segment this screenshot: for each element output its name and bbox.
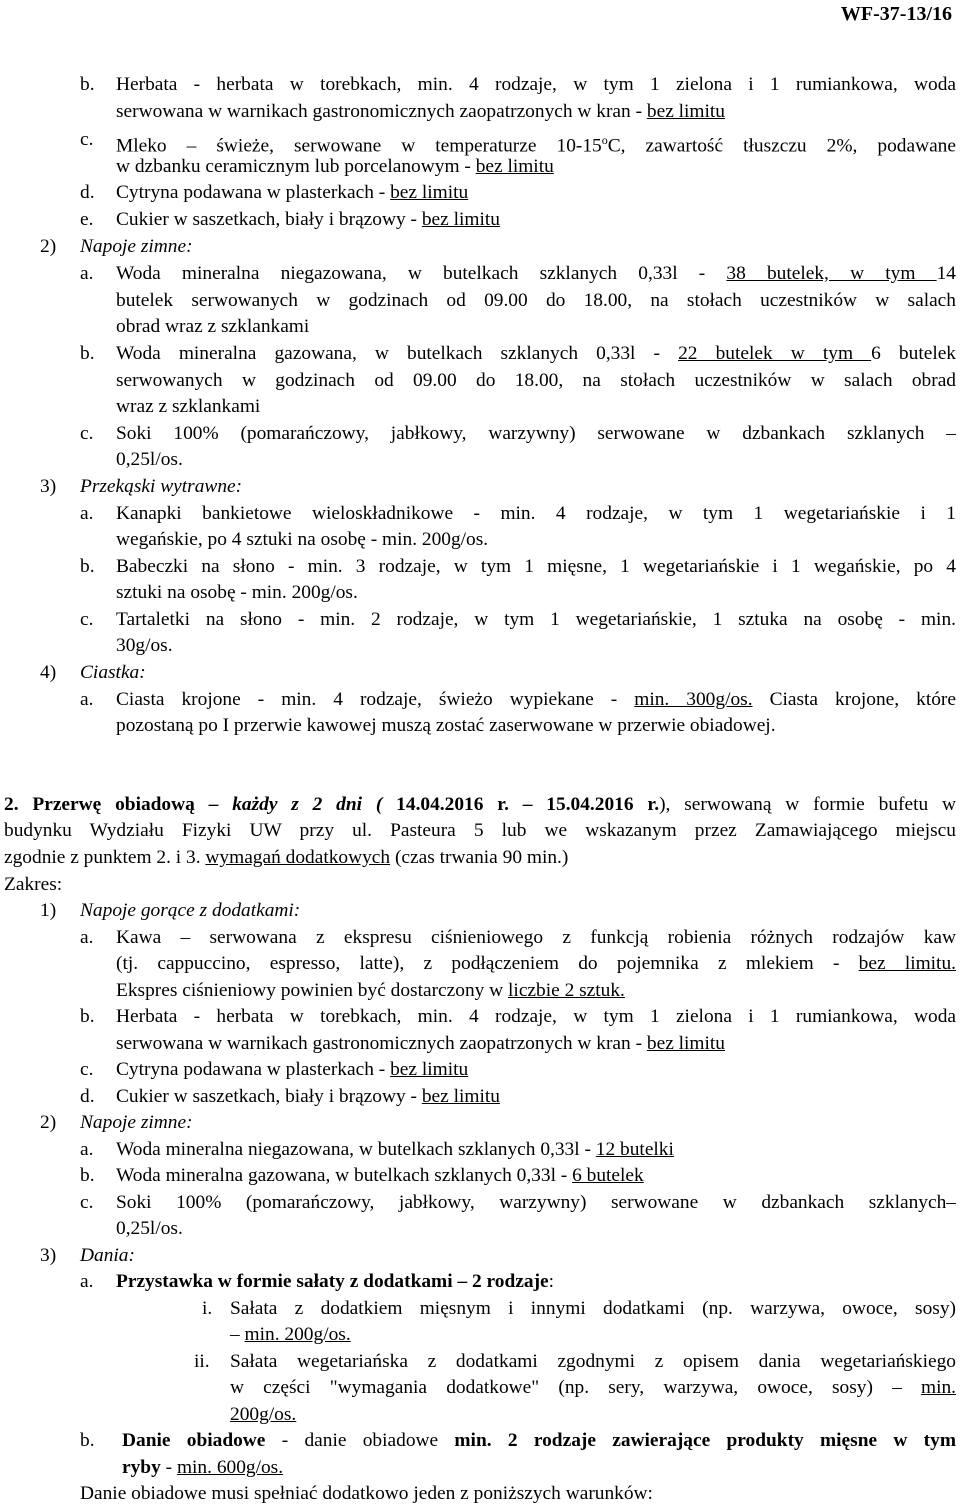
document-header: WF-37-13/16 xyxy=(840,3,952,25)
list-item-text: wraz z szklankami xyxy=(116,396,261,417)
list-item-text: obrad wraz z szklankami xyxy=(116,316,310,337)
list-item-text: Cukier w saszetkach, biały i brązowy - bez limitu xyxy=(116,1086,500,1107)
sublist-marker: i. xyxy=(202,1298,213,1319)
section-number: 1) xyxy=(40,900,57,921)
paragraph-line: Danie obiadowe musi spełniać dodatkowo jeden z poniższych warunków: xyxy=(80,1483,653,1504)
list-item-text: Tartaletki na słono - min. 2 rodzaje, w tym 1 wegetariańskie, 1 sztuka na osobę - min. xyxy=(116,609,956,630)
sublist-item-text: Sałata z dodatkiem mięsnym i innymi dodatkami (np. warzywa, owoce, sosy) xyxy=(230,1298,956,1319)
section-number: 2) xyxy=(40,1112,57,1133)
list-item-text: Przystawka w formie sałaty z dodatkami – 2 rodzaje: xyxy=(116,1271,555,1292)
sublist-item-text: – min. 200g/os. xyxy=(230,1324,351,1345)
list-marker: b. xyxy=(80,1006,95,1027)
list-item-text: Ekspres ciśnieniowy powinien być dostarczony w liczbie 2 sztuk. xyxy=(116,980,625,1001)
paragraph-line: budynku Wydziału Fizyki UW przy ul. Pasteura 5 lub we wskazanym przez Zamawiającego miejscu xyxy=(4,820,956,841)
list-item-text: Mleko – świeże, serwowane w temperaturze 10-15$^o$C, zawartość tłuszczu 2%, podawane xyxy=(116,133,956,157)
list-item-text: Woda mineralna gazowana, w butelkach szklanych 0,33l - 22 butelek w tym 6 butelek xyxy=(116,343,957,364)
sublist-item-text: Sałata wegetariańska z dodatkami zgodnymi z opisem dania wegetariańskiego xyxy=(230,1351,956,1372)
list-item-text: w dzbanku ceramicznym lub porcelanowym - bez limitu xyxy=(116,156,554,177)
list-item-text: wegańskie, po 4 sztuki na osobę - min. 200g/os. xyxy=(116,529,489,550)
list-item-text: butelek serwowanych w godzinach od 09.00 do 18.00, na stołach uczestników w salach xyxy=(116,290,956,311)
list-marker: a. xyxy=(80,503,94,524)
list-marker: b. xyxy=(80,1430,95,1451)
list-marker: d. xyxy=(80,182,95,203)
list-item-text: Woda mineralna niegazowana, w butelkach szklanych 0,33l - 12 butelki xyxy=(116,1139,674,1160)
list-item-text: ryby - min. 600g/os. xyxy=(122,1457,284,1478)
list-item-text: (tj. cappuccino, espresso, latte), z podłączeniem do pojemnika z mlekiem - bez limitu. xyxy=(116,953,956,974)
section-heading: Dania: xyxy=(80,1245,135,1266)
list-item-text: Cytryna podawana w plasterkach - bez limitu xyxy=(116,182,469,203)
list-marker: a. xyxy=(80,263,94,284)
section-heading: Napoje zimne: xyxy=(80,236,193,257)
list-marker: a. xyxy=(80,1139,94,1160)
list-item-text: Danie obiadowe - danie obiadowe min. 2 rodzaje zawierające produkty mięsne w tym xyxy=(122,1430,956,1451)
list-item-text: serwowana w warnikach gastronomicznych zaopatrzonych w kran - bez limitu xyxy=(116,1033,725,1054)
list-marker: a. xyxy=(80,1271,94,1292)
list-item-text: pozostaną po I przerwie kawowej muszą zostać zaserwowane w przerwie obiadowej. xyxy=(116,715,776,736)
list-item-text: Soki 100% (pomarańczowy, jabłkowy, warzywny) serwowane w dzbankach szklanych – xyxy=(116,423,956,444)
section-heading: Ciastka: xyxy=(80,662,146,683)
section-number: 4) xyxy=(40,662,57,683)
section-heading: Napoje zimne: xyxy=(80,1112,193,1133)
list-marker: b. xyxy=(80,1165,95,1186)
list-item-text: serwowana w warnikach gastronomicznych zaopatrzonych w kran - bez limitu xyxy=(116,101,725,122)
paragraph-line: zgodnie z punktem 2. i 3. wymagań dodatkowych (czas trwania 90 min.) xyxy=(4,847,569,868)
list-item-text: serwowanych w godzinach od 09.00 do 18.00, na stołach uczestników w salach obrad xyxy=(116,370,956,391)
list-marker: a. xyxy=(80,689,94,710)
list-item-text: Cytryna podawana w plasterkach - bez limitu xyxy=(116,1059,469,1080)
list-marker: b. xyxy=(80,343,95,364)
list-marker: b. xyxy=(80,74,95,95)
list-item-text: Herbata - herbata w torebkach, min. 4 rodzaje, w tym 1 zielona i 1 rumiankowa, woda xyxy=(116,1006,956,1027)
list-marker: e. xyxy=(80,209,94,230)
section-heading: Napoje gorące z dodatkami: xyxy=(80,900,301,921)
sublist-item-text: w części "wymagania dodatkowe" (np. sery, warzywa, owoce, sosy) – min. xyxy=(230,1377,956,1398)
list-item-text: 30g/os. xyxy=(116,635,173,656)
list-marker: c. xyxy=(80,1059,94,1080)
list-marker: d. xyxy=(80,1086,95,1107)
list-marker: a. xyxy=(80,927,94,948)
list-item-text: Herbata - herbata w torebkach, min. 4 rodzaje, w tym 1 zielona i 1 rumiankowa, woda xyxy=(116,74,956,95)
list-item-text: 0,25l/os. xyxy=(116,449,183,470)
list-marker: c. xyxy=(80,1192,94,1213)
list-item-text: Kanapki bankietowe wieloskładnikowe - min. 4 rodzaje, w tym 1 wegetariańskie i 1 xyxy=(116,503,956,524)
list-item-text: sztuki na osobę - min. 200g/os. xyxy=(116,582,358,603)
list-item-text: Soki 100% (pomarańczowy, jabłkowy, warzywny) serwowane w dzbankach szklanych– xyxy=(116,1192,956,1213)
list-marker: c. xyxy=(80,129,94,150)
list-item-text: Babeczki na słono - min. 3 rodzaje, w tym 1 mięsne, 1 wegetariańskie i 1 wegańskie, po 4 xyxy=(116,556,956,577)
list-marker: c. xyxy=(80,609,94,630)
section-number: 3) xyxy=(40,1245,57,1266)
list-item-text: Ciasta krojone - min. 4 rodzaje, świeżo wypiekane - min. 300g/os. Ciasta krojone, które xyxy=(116,689,956,710)
sublist-item-text: 200g/os. xyxy=(230,1404,297,1425)
section-heading: Przekąski wytrawne: xyxy=(80,476,243,497)
list-item-text: Woda mineralna niegazowana, w butelkach szklanych 0,33l - 38 butelek, w tym 14 xyxy=(116,263,956,284)
scope-heading: Zakres: xyxy=(4,874,63,895)
list-marker: c. xyxy=(80,423,94,444)
section-number: 3) xyxy=(40,476,57,497)
list-item-text: 0,25l/os. xyxy=(116,1218,183,1239)
list-item-text: Kawa – serwowana z ekspresu ciśnieniowego z funkcją robienia różnych rodzajów kaw xyxy=(116,927,956,948)
section-number: 2) xyxy=(40,236,57,257)
list-marker: b. xyxy=(80,556,95,577)
list-item-text: Woda mineralna gazowana, w butelkach szklanych 0,33l - 6 butelek xyxy=(116,1165,644,1186)
sublist-marker: ii. xyxy=(194,1351,210,1372)
paragraph-line: 2. Przerwę obiadową – każdy z 2 dni ( 14.04.2016 r. – 15.04.2016 r.), serwowaną w formie bufetu w xyxy=(4,794,957,815)
list-item-text: Cukier w saszetkach, biały i brązowy - bez limitu xyxy=(116,209,500,230)
